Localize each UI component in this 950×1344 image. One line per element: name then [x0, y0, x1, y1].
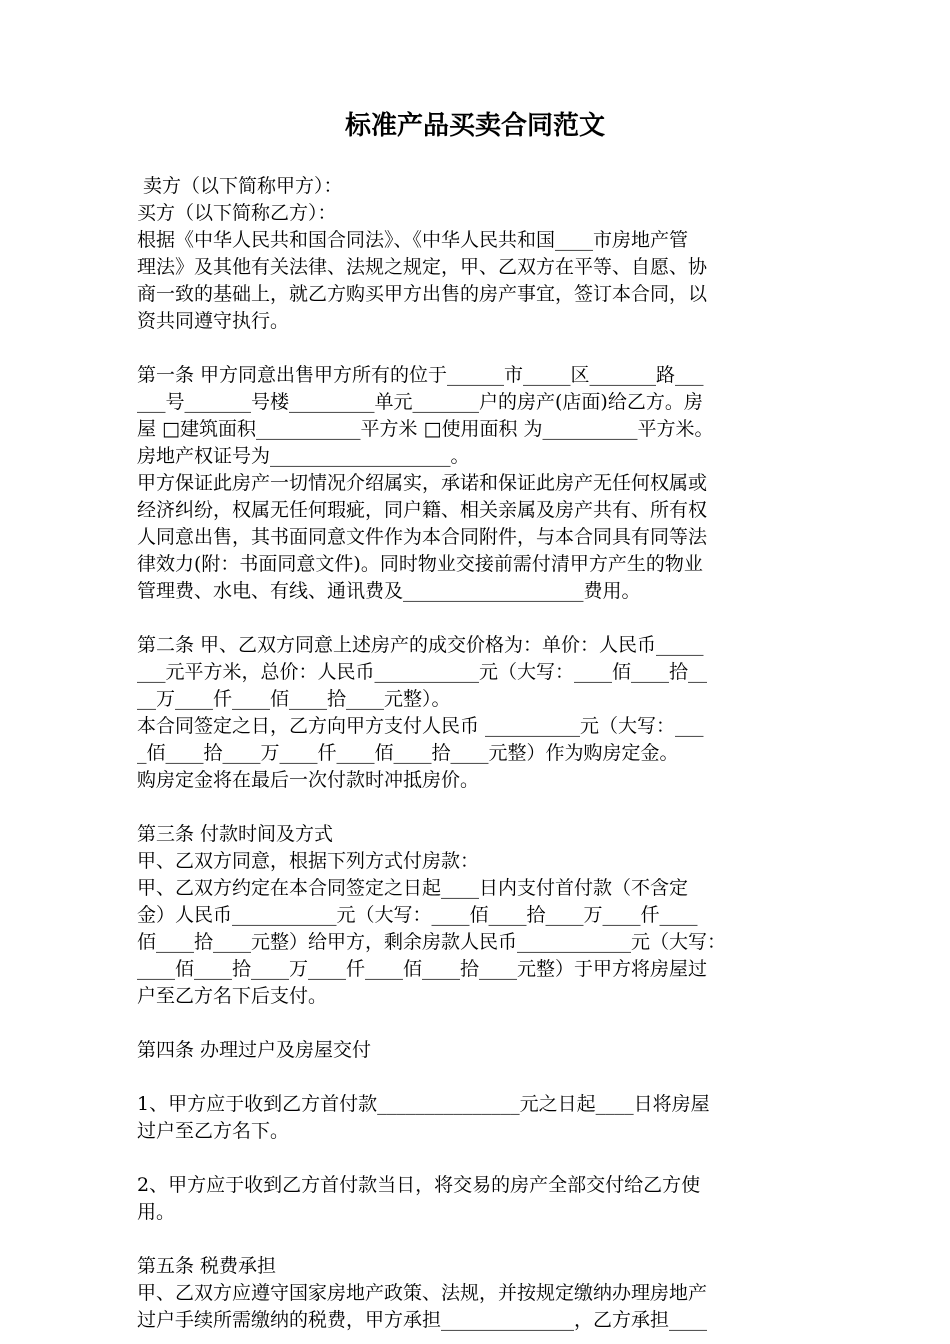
contract-text-line: 经济纠纷，权属无任何瑕疵，同户籍、相关亲属及房产共有、所有权 [137, 499, 708, 521]
paragraph-gap [137, 794, 837, 821]
contract-text-line: 金）人民币___________元（大写：____佰____拾____万____仟____ [137, 904, 698, 926]
contract-text-line: 房地产权证号为___________________。 [137, 445, 470, 467]
contract-text-line: 管理费、水电、有线、通讯费及___________________费用。 [137, 580, 641, 602]
document-title: 标准产品买卖合同范文 [344, 111, 605, 141]
contract-text-line: 商一致的基础上，就乙方购买甲方出售的房产事宜，签订本合同，以 [137, 283, 708, 305]
contract-text-line: 资共同遵守执行。 [137, 310, 290, 332]
contract-text-line: 屋 □建筑面积___________平方米 □使用面积 为__________平方米。 [137, 418, 714, 440]
contract-text-line: 佰____拾____元整）给甲方，剩余房款人民币____________元（大写： [137, 931, 727, 953]
contract-text-line: 甲、乙双方应遵守国家房地产政策、法规，并按规定缴纳办理房地产 [137, 1282, 708, 1304]
contract-text-line: 第一条 甲方同意出售甲方所有的位于______市_____区_______路___ [137, 364, 704, 386]
paragraph-gap [137, 605, 837, 632]
contract-text-line: 买方（以下简称乙方）： [137, 202, 337, 224]
contract-text-line: 甲、乙双方约定在本合同签定之日起____日内支付首付款（不含定 [137, 877, 689, 899]
contract-text-line: ___元平方米，总价：人民币___________元（大写：____佰____拾__ [137, 661, 708, 683]
contract-text-line: _佰____拾____万____仟____佰____拾____元整）作为购房定金。 [137, 742, 679, 764]
contract-text-line: 2、甲方应于收到乙方首付款当日，将交易的房产全部交付给乙方使 [137, 1174, 701, 1196]
contract-text-line: 第五条 税费承担 [137, 1255, 277, 1277]
contract-text-line: ____佰____拾____万____仟____佰____拾____元整）于甲方将房屋过 [137, 958, 708, 980]
contract-text-line: 过户至乙方名下。 [137, 1120, 290, 1142]
contract-text-line: ___号_______号楼_________单元_______户的房产(店面)给乙方。房 [137, 391, 703, 413]
contract-text-line: 本合同签定之日，乙方向甲方支付人民币 __________元（大写：___ [137, 715, 704, 737]
contract-text-line: 人同意出售，其书面同意文件作为本合同附件，与本合同具有同等法 [137, 526, 708, 548]
contract-body [137, 173, 837, 1334]
contract-text-line: 1、甲方应于收到乙方首付款_______________元之日起____日将房屋 [137, 1093, 710, 1115]
contract-text-line: __万____仟____佰____拾____元整）。 [137, 688, 451, 710]
paragraph-gap [137, 1145, 837, 1172]
contract-text-line: 卖方（以下简称甲方）： [137, 175, 343, 197]
contract-text-line: 理法》及其他有关法律、法规之规定，甲、乙双方在平等、自愿、协 [137, 256, 708, 278]
contract-text-line: 用。 [137, 1201, 176, 1223]
contract-text-line: 律效力(附：书面同意文件)。同时物业交接前需付清甲方产生的物业 [137, 553, 703, 575]
paragraph-gap [137, 1226, 837, 1253]
paragraph-gap [137, 1010, 837, 1037]
contract-text-line: 根据《中华人民共和国合同法》、《中华人民共和国____市房地产管 [137, 229, 689, 251]
contract-text-line: 第三条 付款时间及方式 [137, 823, 334, 845]
contract-text-line: 户至乙方名下后支付。 [137, 985, 328, 1007]
contract-text-line: 第四条 办理过户及房屋交付 [137, 1039, 372, 1061]
contract-text-line: 甲、乙双方同意，根据下列方式付房款： [137, 850, 480, 872]
contract-text-line: 购房定金将在最后一次付款时冲抵房价。 [137, 769, 480, 791]
contract-text-line: 甲方保证此房产一切情况介绍属实，承诺和保证此房产无任何权属或 [137, 472, 708, 494]
contract-text-line: 第二条 甲、乙双方同意上述房产的成交价格为：单价：人民币_____ [137, 634, 704, 656]
contract-text-line: 过户手续所需缴纳的税费，甲方承担______________，乙方承担____ [137, 1309, 708, 1331]
paragraph-gap [137, 335, 837, 362]
paragraph-gap [137, 1064, 837, 1091]
